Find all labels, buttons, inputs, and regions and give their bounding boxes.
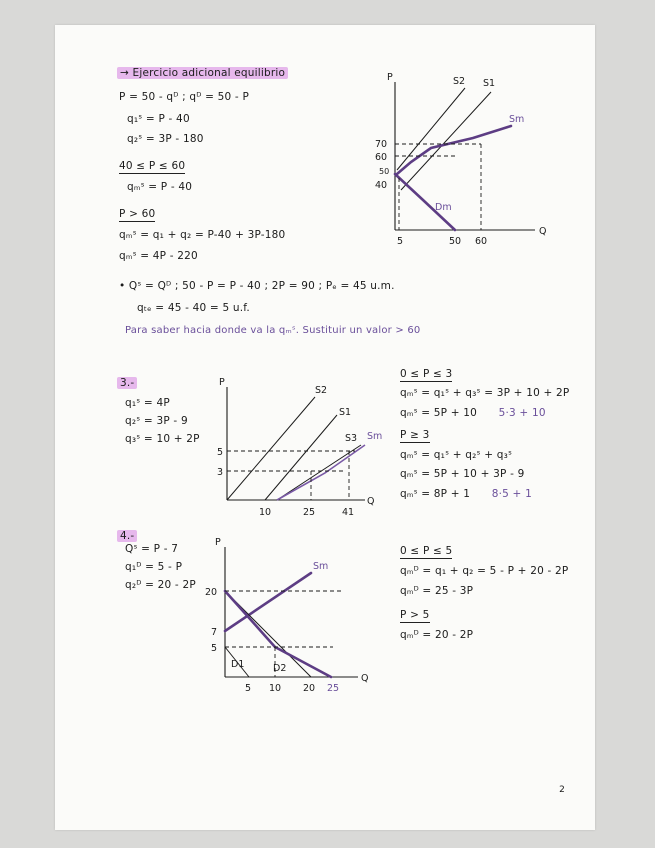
ex1-y-tick-40: 40 — [375, 180, 388, 191]
ex4-x-tick-20: 20 — [303, 683, 316, 694]
ex3-right-6: qₘˢ = 5P + 10 + 3P - 9 — [400, 468, 525, 480]
ex1-supply-demand-graph — [373, 70, 563, 260]
ex4-label-text: 4.- — [117, 530, 137, 542]
ex1-line-6: P > 60 — [119, 208, 156, 220]
ex1-line-3: q₂ˢ = 3P - 180 — [127, 133, 204, 145]
ex4-d2-label: D2 — [273, 663, 287, 674]
ex3-right-3 — [400, 407, 546, 419]
ex4-y-tick-20: 20 — [205, 587, 218, 598]
ex4-line-3: q₂ᴰ = 20 - 2P — [125, 579, 196, 591]
ex1-line-9: • Qˢ = Qᴰ ; 50 - P = P - 40 ; 2P = 90 ; Pₑ = 45 u.m. — [119, 280, 395, 292]
ex4-label — [117, 530, 137, 542]
ex1-x-tick-60: 60 — [475, 236, 488, 247]
notebook-page — [55, 25, 595, 830]
ex3-label-text: 3.- — [117, 377, 137, 389]
ex4-y-tick-7: 7 — [211, 627, 218, 638]
ex3-x-tick-10: 10 — [259, 507, 272, 518]
ex3-supply-graph — [215, 375, 390, 525]
ex1-title — [117, 67, 288, 79]
ex3-sm-label: Sm — [367, 431, 383, 442]
ex3-right-7-text: qₘˢ = 8P + 1 — [400, 488, 471, 500]
ex1-line-2: q₁ˢ = P - 40 — [127, 113, 190, 125]
ex3-right-7 — [400, 488, 532, 500]
ex3-y-axis-label: P — [219, 377, 225, 388]
ex3-right-3-note: 5·3 + 10 — [498, 407, 546, 419]
ex3-label — [117, 377, 137, 389]
ex1-line-7: qₘˢ = q₁ + q₂ = P-40 + 3P-180 — [119, 229, 286, 241]
ex1-y-tick-70: 70 — [375, 139, 388, 150]
ex1-s1-line — [401, 92, 491, 190]
ex1-x-tick-50: 50 — [449, 236, 462, 247]
ex1-y-tick-60: 60 — [375, 152, 388, 163]
ex1-line-5: qₘˢ = P - 40 — [127, 181, 193, 193]
ex1-sm-label: Sm — [509, 114, 525, 125]
ex3-right-3-text: qₘˢ = 5P + 10 — [400, 407, 478, 419]
ex3-s2-label: S2 — [315, 385, 328, 396]
ex4-x-tick-25: 25 — [327, 683, 340, 694]
ex3-s3-line — [277, 445, 361, 500]
ex3-line-3: q₃ˢ = 10 + 2P — [125, 433, 200, 445]
ex3-s2-line — [227, 397, 315, 500]
ex3-x-tick-41: 41 — [342, 507, 355, 518]
ex3-s3-label: S3 — [345, 433, 358, 444]
ex3-right-1: 0 ≤ P ≤ 3 — [400, 368, 453, 380]
ex3-right-4: P ≥ 3 — [400, 429, 430, 441]
ex1-s2-label: S2 — [453, 76, 466, 87]
ex4-sm-line — [225, 573, 311, 631]
ex3-right-2: qₘˢ = q₁ˢ + q₃ˢ = 3P + 10 + 2P — [400, 387, 570, 399]
ex4-y-tick-5: 5 — [211, 643, 218, 654]
ex4-right-4: P > 5 — [400, 609, 430, 621]
ex4-line-2: q₁ᴰ = 5 - P — [125, 561, 183, 573]
ex3-right-5: qₘˢ = q₁ˢ + q₂ˢ + q₃ˢ — [400, 449, 513, 461]
ex4-x-axis-label: Q — [361, 673, 369, 684]
ex4-right-1: 0 ≤ P ≤ 5 — [400, 545, 453, 557]
ex1-title-text: → Ejercicio adicional equilibrio — [117, 67, 288, 79]
ex1-line-4: 40 ≤ P ≤ 60 — [119, 160, 186, 172]
ex3-line-2: q₂ˢ = 3P - 9 — [125, 415, 188, 427]
ex4-right-5: qₘᴰ = 20 - 2P — [400, 629, 474, 641]
ex3-x-axis-label: Q — [367, 496, 375, 507]
ex1-x-axis-label: Q — [539, 226, 547, 237]
ex4-x-tick-10: 10 — [269, 683, 282, 694]
ex3-sm-curve — [277, 445, 365, 500]
ex3-s1-label: S1 — [339, 407, 352, 418]
ex4-y-axis-label: P — [215, 537, 221, 548]
ex3-x-tick-25: 25 — [303, 507, 316, 518]
ex4-sm-label: Sm — [313, 561, 329, 572]
ex4-right-3: qₘᴰ = 25 - 3P — [400, 585, 474, 597]
ex4-right-2: qₘᴰ = q₁ + q₂ = 5 - P + 20 - 2P — [400, 565, 569, 577]
ex4-line-1: Qˢ = P - 7 — [125, 543, 179, 555]
ex3-right-7-note: 8·5 + 1 — [491, 488, 532, 500]
ex1-s1-label: S1 — [483, 78, 496, 89]
ex1-line-8: qₘˢ = 4P - 220 — [119, 250, 198, 262]
ex4-supply-demand-graph — [203, 535, 378, 710]
ex3-y-tick-5: 5 — [217, 447, 224, 458]
page-number: 2 — [559, 785, 565, 795]
ex1-note: Para saber hacia donde va la qₘˢ. Sustituir un valor > 60 — [125, 325, 421, 336]
ex1-y-axis-label: P — [387, 72, 393, 83]
ex4-x-tick-5: 5 — [245, 683, 252, 694]
ex1-y-tick-50: 50 — [379, 167, 390, 176]
ex3-line-1: q₁ˢ = 4P — [125, 397, 170, 409]
ex1-x-tick-5: 5 — [397, 236, 404, 247]
ex1-line-10: qₜₑ = 45 - 40 = 5 u.f. — [137, 302, 250, 314]
ex1-dm-label: Dm — [435, 202, 452, 213]
ex4-d1-label: D1 — [231, 659, 245, 670]
ex1-line-1: P = 50 - qᴰ ; qᴰ = 50 - P — [119, 91, 249, 103]
ex3-y-tick-3: 3 — [217, 467, 224, 478]
